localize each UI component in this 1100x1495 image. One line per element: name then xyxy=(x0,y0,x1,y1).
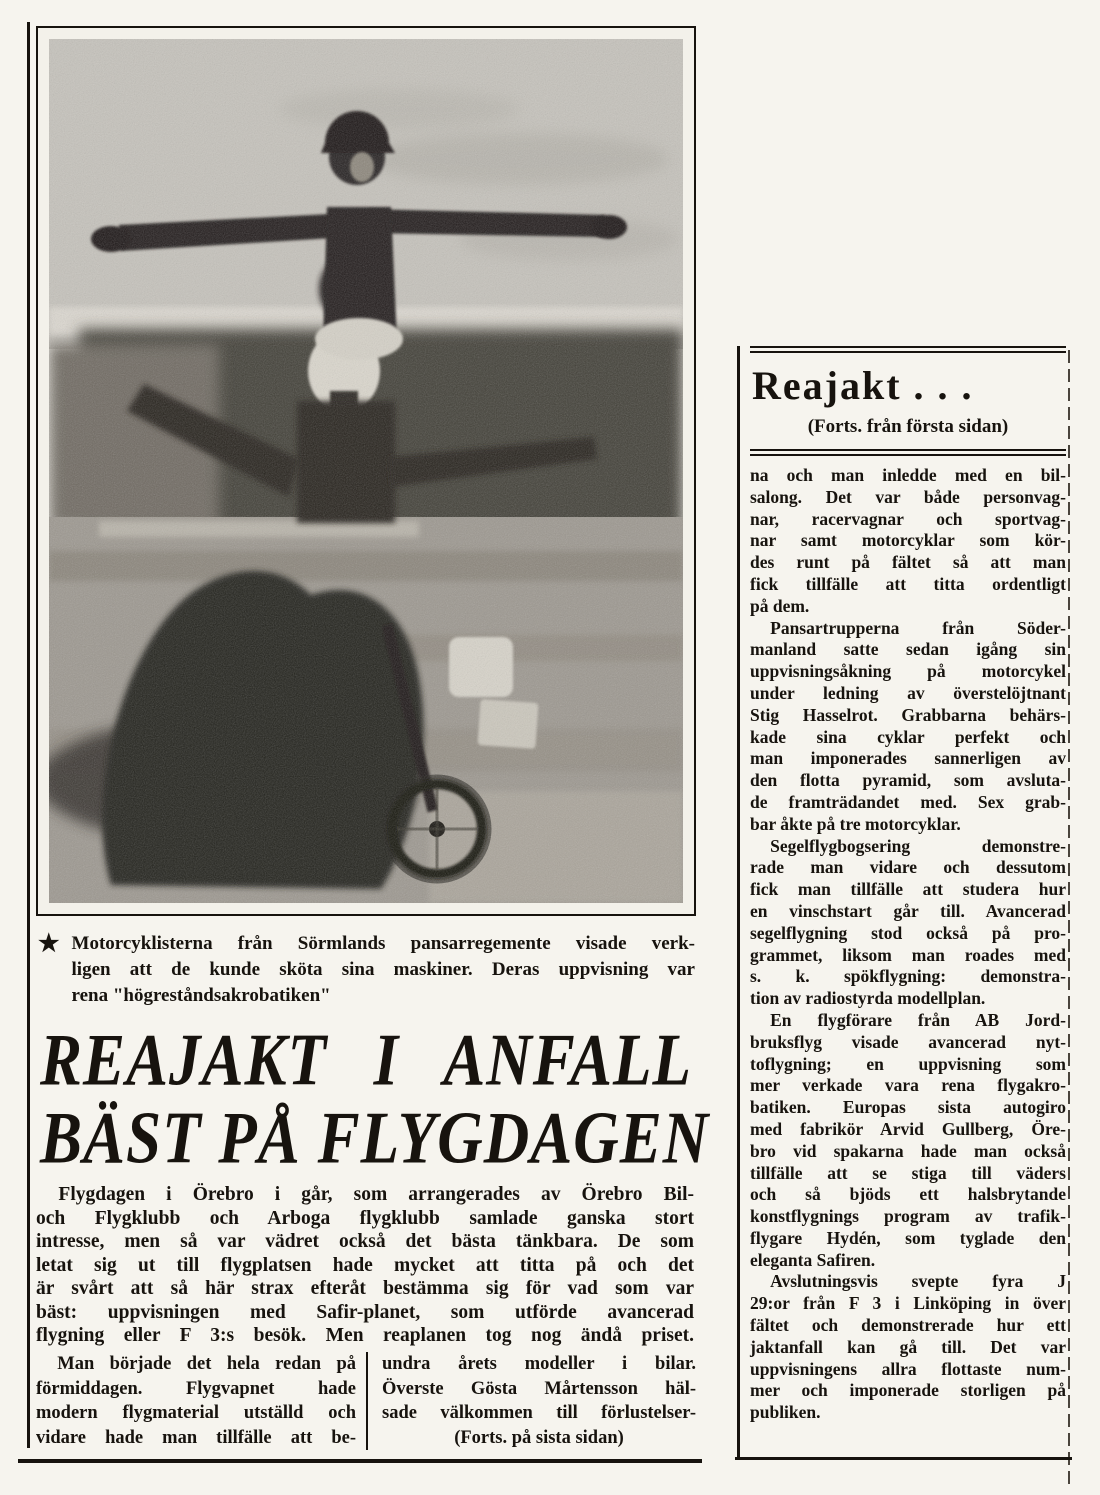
text-line: eleganta Safiren. xyxy=(750,1249,876,1270)
continuation-title: Reajakt . . . xyxy=(752,363,974,408)
header-rule-top xyxy=(750,346,1066,348)
text-line: toflygning; en uppvisning som xyxy=(750,1053,1066,1074)
photo-caption xyxy=(38,931,695,1009)
text-line: des runt på fältet så att man xyxy=(750,552,1066,573)
text-line: segelflygning stod också på pro- xyxy=(750,922,1066,943)
text-line: letat sig ut till flygplatsen hade mycket att titta på och det xyxy=(36,1254,694,1276)
continuation-column xyxy=(737,346,1070,1460)
text-line: Överste Gösta Mårtensson häl- xyxy=(382,1378,696,1399)
text-line: en vinschstart går till. Avancerad xyxy=(750,900,1066,921)
text-line: REAJAKT I ANFALL xyxy=(40,1018,692,1102)
continuation-body xyxy=(750,465,1066,1424)
text-line: flygare Hydén, som tyglade den xyxy=(750,1227,1066,1248)
continuation-subtitle: (Forts. från första sidan) xyxy=(807,416,1009,437)
text-line: modern flygmaterial utställd och xyxy=(36,1403,356,1423)
text-line: och så bjöds ett halsbrytande xyxy=(750,1184,1066,1205)
text-line: sade välkommen till förlustelser- xyxy=(382,1403,696,1423)
text-line: s. k. spökflygning: demonstra- xyxy=(750,966,1066,987)
photo-grain xyxy=(49,39,683,903)
text-line: intresse, men så var vädret också det bästa tänkbara. De som xyxy=(36,1231,694,1252)
text-line: Segelflygbogsering demonstre- xyxy=(770,835,1066,856)
text-line: rade man vidare och dessutom xyxy=(750,857,1066,878)
paragraph xyxy=(750,465,1066,618)
text-line: grammet, liksom man roades med xyxy=(750,944,1066,965)
lead-paragraph xyxy=(36,1183,694,1348)
text-line: under ledning av överstelöjtnant xyxy=(750,682,1066,703)
paragraph xyxy=(750,836,1066,1010)
text-line: tillfälle att se stiga till väders xyxy=(750,1162,1066,1183)
header-rule-bottom-2 xyxy=(750,454,1066,456)
text-line: bäst: uppvisningen med Safir-planet, som utförde avancerad xyxy=(36,1301,694,1323)
text-line: fick man tillfälle att studera hur xyxy=(750,879,1066,900)
text-line: rena "högreståndsakrobatiken" xyxy=(71,985,331,1006)
bottom-right-column xyxy=(366,1352,696,1450)
text-line: batiken. Europas sista autogiro xyxy=(750,1097,1066,1118)
text-line: är svårt att så här strax efteråt bestämma sig för vad som var xyxy=(36,1278,694,1299)
text-line: mer verkade vara rena flygakro- xyxy=(750,1075,1066,1096)
text-line: på dem. xyxy=(750,595,810,616)
text-line: flygning eller F 3:s besök. Men reaplanen tog nog ändå priset. xyxy=(36,1325,694,1346)
text-line: nar samt motorcyklar som kör- xyxy=(750,530,1066,551)
text-line: Motorcyklisterna från Sörmlands pansarregemente visade verk- xyxy=(71,933,695,954)
text-line: bro vid spakarna hade man också xyxy=(750,1140,1066,1161)
text-line: Avslutningsvis svepte fyra J xyxy=(770,1271,1066,1292)
bottom-left-column xyxy=(36,1352,366,1450)
motorcycle-acrobatics-photo xyxy=(49,39,683,903)
text-line: Flygdagen i Örebro i går, som arrangerades av Örebro Bil- xyxy=(58,1184,694,1205)
text-line: kade sina cyklar perfekt och xyxy=(750,726,1066,747)
text-line: man imponerades sannerligen av xyxy=(750,748,1066,769)
text-line: undra årets modeller i bilar. xyxy=(382,1354,696,1374)
star-icon: ★ xyxy=(38,931,60,957)
header-rule-top-2 xyxy=(750,351,1066,353)
article-headline xyxy=(40,1018,710,1180)
continued-on-last-page-note: (Forts. på sista sidan) xyxy=(454,1427,624,1448)
article-photo xyxy=(36,26,696,916)
text-line: En flygförare från AB Jord- xyxy=(770,1009,1066,1030)
text-line: Stig Hasselrot. Grabbarna behärs- xyxy=(750,704,1066,725)
text-line: manland satte sedan igång sin xyxy=(750,639,1066,660)
text-line: tion av radiostyrda modellplan. xyxy=(750,988,986,1009)
text-line: med fabrikör Arvid Gullberg, Öre- xyxy=(750,1118,1066,1139)
text-line: 29:or från F 3 i Linköping in över xyxy=(750,1293,1066,1314)
text-line: publiken. xyxy=(750,1402,821,1423)
text-line: uppvisningens allra flottaste num- xyxy=(750,1358,1066,1379)
text-line: jaktanfall kan gå till. Det var xyxy=(750,1336,1066,1357)
bottom-right-column-text xyxy=(382,1352,696,1426)
text-line: Man började det hela redan på xyxy=(57,1354,356,1374)
text-line: bruksflyg visade avancerad nyt- xyxy=(750,1031,1066,1052)
bottom-thick-rule xyxy=(18,1459,702,1463)
text-line: förmiddagen. Flygvapnet hade xyxy=(36,1378,356,1399)
text-line: nar, racervagnar och sportvag- xyxy=(750,508,1066,529)
text-line: Pansartrupperna från Söder- xyxy=(770,617,1066,638)
text-line: BÄST PÅ FLYGDAGEN xyxy=(40,1096,710,1180)
text-line: fick tillfälle att titta ordentligt xyxy=(750,573,1066,594)
header-rule-bottom xyxy=(750,449,1066,451)
text-line: bar åkte på tre motorcyklar. xyxy=(750,813,961,834)
bottom-columns xyxy=(36,1352,696,1450)
text-line: och Flygklubb och Arboga flygklubb samlade ganska stort xyxy=(36,1207,694,1229)
text-line: uppvisningsåkning på motorcykel xyxy=(750,661,1066,682)
paragraph xyxy=(750,618,1066,836)
photo-caption-text xyxy=(72,931,695,1009)
paragraph xyxy=(750,1010,1066,1272)
text-line: vidare hade man tillfälle att be- xyxy=(36,1427,356,1448)
continuation-bottom-rule xyxy=(735,1457,1072,1460)
text-line: ligen att de kunde sköta sina maskiner. Deras uppvisning var xyxy=(71,959,695,980)
text-line: mer och imponerade storligen på xyxy=(750,1380,1066,1401)
scan-left-rule xyxy=(27,22,30,1448)
text-line: na och man inledde med en bil- xyxy=(750,465,1066,485)
paragraph xyxy=(750,1271,1066,1424)
text-line: den flotta pyramid, som avsluta- xyxy=(750,770,1066,791)
text-line: de framträdandet med. Sex grab- xyxy=(750,791,1066,812)
text-line: konstflygnings program av trafik- xyxy=(750,1206,1066,1227)
text-line: salong. Det var både personvag- xyxy=(750,486,1066,507)
text-line: fältet och demonstrerade hur ett xyxy=(750,1315,1066,1336)
